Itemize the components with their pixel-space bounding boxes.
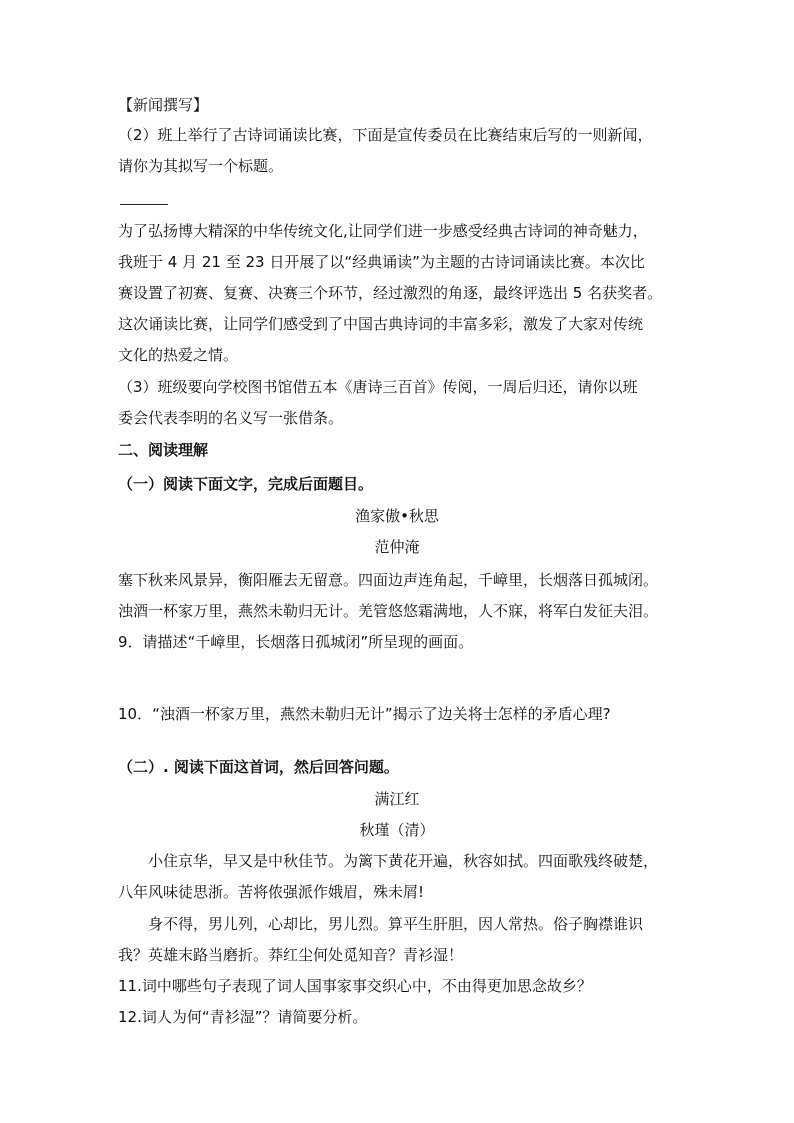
poem-1-author: 范仲淹: [374, 538, 420, 556]
question-2-line-2: 请你为其拟写一个标题。: [118, 157, 284, 175]
question-3-line-1: （3）班级要向学校图书馆借五本《唐诗三百首》传阅，一周后归还，请你以班: [118, 378, 638, 396]
answer-blank-line: [120, 204, 168, 205]
poem-2-title: 满江红: [374, 790, 420, 808]
poem-1-line-1: 塞下秋来风景异，衡阳雁去无留意。四面边声连角起，千嶂里，长烟落日孤城闭。: [118, 571, 659, 589]
question-10: 10．“浊酒一杯家万里，燕然未勒归无计”揭示了边关将士怎样的矛盾心理?: [118, 705, 611, 723]
poem-2-line-3: 身不得，男儿列，心却比，男儿烈。算平生肝胆，因人常热。俗子胸襟谁识: [148, 915, 644, 933]
poem-1-line-2: 浊酒一杯家万里，燕然未勒归无计。羌管悠悠霜满地，人不寐，将军白发征夫泪。: [118, 602, 659, 620]
question-11: 11.词中哪些句子表现了词人国事家事交织心中，不由得更加思念故乡？: [118, 977, 592, 995]
poem-2-author: 秋瑾（清）: [359, 821, 435, 839]
question-12: 12.词人为何“青衫湿”？请简要分析。: [118, 1008, 368, 1026]
poem-2-line-2: 八年风味徒思浙。苦将侬强派作娥眉，殊未屑!: [118, 883, 425, 901]
part-2-title: （二）. 阅读下面这首词，然后回答问题。: [118, 758, 399, 776]
news-body-line-1: 为了弘扬博大精深的中华传统文化,让同学们进一步感受经典古诗词的神奇魅力，: [118, 222, 648, 240]
news-heading: 【新闻撰写】: [118, 96, 209, 114]
part-1-title: （一）阅读下面文字，完成后面题目。: [118, 475, 374, 493]
news-body-line-3: 赛设置了初赛、复赛、决赛三个环节，经过激烈的角逐，最终评选出 5 名获奖者。: [118, 284, 663, 302]
section-2-title: 二、阅读理解: [118, 441, 209, 459]
news-body-line-5: 文化的热爱之情。: [118, 346, 239, 364]
poem-2-line-1: 小住京华，早又是中秋佳节。为篱下黄花开遍，秋容如拭。四面歌残终破楚，: [148, 852, 659, 870]
poem-2-line-4: 我？英雄末路当磨折。莽红尘何处觅知音？青衫湿！: [118, 946, 464, 964]
question-2-line-1: （2）班上举行了古诗词诵读比赛，下面是宣传委员在比赛结束后写的一则新闻，: [118, 126, 653, 144]
poem-1-title: 渔家傲•秋思: [355, 507, 439, 525]
news-body-line-4: 这次诵读比赛，让同学们感受到了中国古典诗词的丰富多彩，激发了大家对传统: [118, 315, 644, 333]
question-9: 9．请描述“千嶂里，长烟落日孤城闭”所呈现的画面。: [118, 633, 474, 651]
question-3-line-2: 委会代表李明的名义写一张借条。: [118, 409, 344, 427]
news-body-line-2: 我班于 4 月 21 至 23 日开展了以“经典诵读”为主题的古诗词诵读比赛。本次比: [118, 253, 645, 271]
